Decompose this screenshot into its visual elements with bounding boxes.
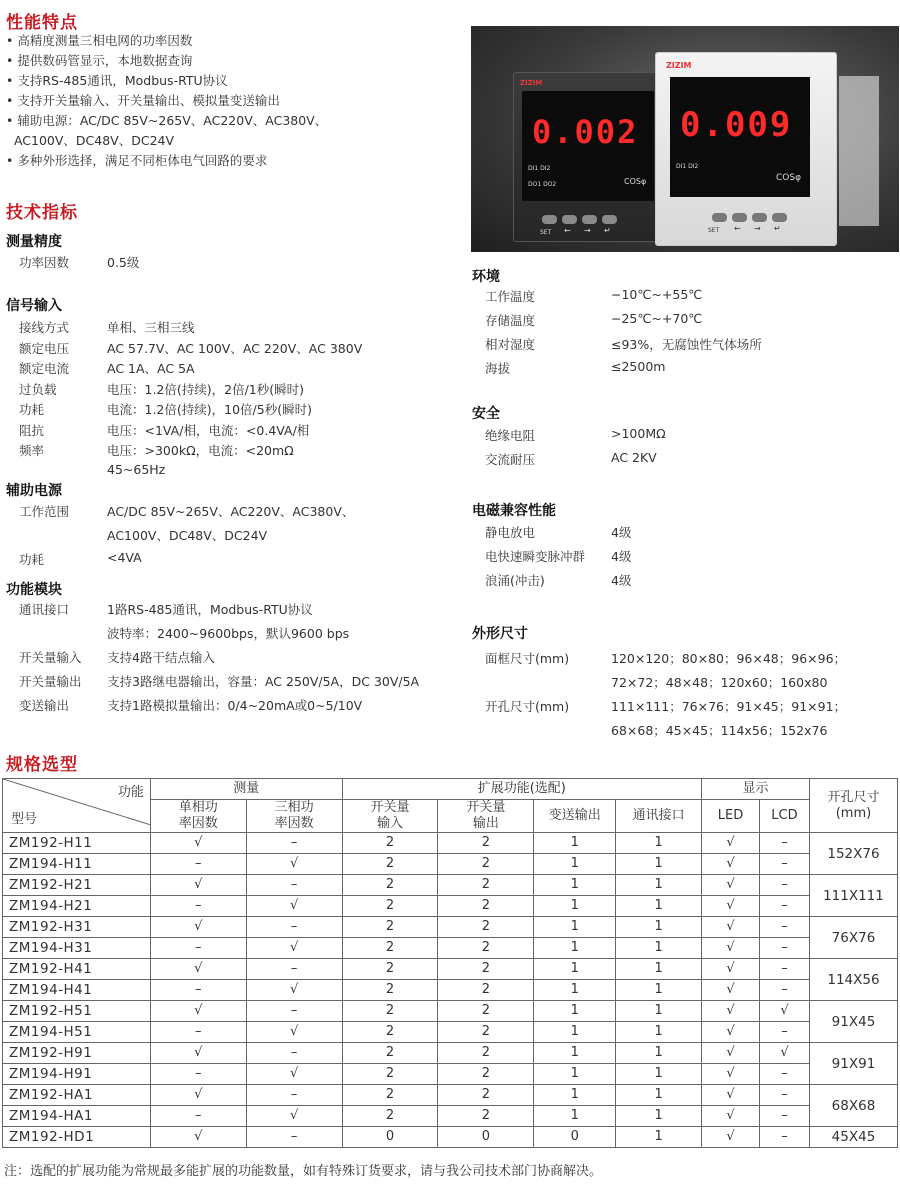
value-cell: – bbox=[150, 854, 246, 875]
table-row bbox=[3, 1043, 898, 1064]
table-row bbox=[3, 1106, 898, 1127]
value-cell: 2 bbox=[438, 1064, 534, 1085]
value-cell: 1 bbox=[534, 854, 616, 875]
value-cell: 1 bbox=[534, 1022, 616, 1043]
value-cell: 1 bbox=[534, 896, 616, 917]
value-cell: √ bbox=[702, 938, 760, 959]
value-cell: 1 bbox=[616, 917, 702, 938]
table-row bbox=[3, 1085, 898, 1106]
safety-title: 安全 bbox=[472, 406, 500, 422]
value-cell: 2 bbox=[342, 959, 438, 980]
value-cell: 0 bbox=[534, 1127, 616, 1148]
spec-value: −25℃~+70℃ bbox=[611, 311, 703, 326]
value-cell: – bbox=[246, 833, 342, 854]
meter-dark-reading: 0.002 bbox=[532, 113, 639, 151]
value-cell: √ bbox=[702, 1043, 760, 1064]
value-cell: √ bbox=[702, 875, 760, 896]
footnote: 注：选配的扩展功能为常规最多能扩展的功能数量，如有特殊订货要求，请与我公司技术部门协商解决。 bbox=[4, 1164, 603, 1179]
value-cell: – bbox=[760, 1064, 810, 1085]
spec-value: AC 1A、AC 5A bbox=[107, 361, 195, 376]
value-cell: √ bbox=[702, 1001, 760, 1022]
value-cell: – bbox=[760, 959, 810, 980]
value-cell: – bbox=[246, 917, 342, 938]
value-cell: 2 bbox=[438, 959, 534, 980]
value-cell: 1 bbox=[534, 917, 616, 938]
value-cell: – bbox=[150, 938, 246, 959]
value-cell: √ bbox=[702, 896, 760, 917]
spec-label: 通讯接口 bbox=[19, 602, 70, 617]
spec-label: 交流耐压 bbox=[485, 452, 536, 467]
table-row bbox=[3, 1127, 898, 1148]
feature-item: • 支持开关量输入、开关量输出、模拟量变送输出 bbox=[6, 93, 280, 108]
dims-cutout-line2: 68×68；45×45；114x56；152x76 bbox=[611, 723, 828, 738]
meter-dark-arrow-right: → bbox=[584, 226, 591, 235]
value-cell: 1 bbox=[616, 896, 702, 917]
spec-value: 单相、三相三线 bbox=[107, 320, 195, 335]
meter-dark-set: SET bbox=[540, 229, 552, 236]
spec-label: 频率 bbox=[19, 443, 45, 458]
spec-label: 工作温度 bbox=[485, 289, 536, 304]
spec-label: 开关量输入 bbox=[19, 650, 82, 665]
emc-title: 电磁兼容性能 bbox=[472, 503, 556, 519]
value-cell: 2 bbox=[342, 938, 438, 959]
model-cell: ZM192-H21 bbox=[3, 875, 151, 896]
header-lcd: LCD bbox=[760, 800, 810, 833]
value-cell: 1 bbox=[534, 980, 616, 1001]
value-cell: 2 bbox=[342, 980, 438, 1001]
spec-value: 支持3路继电器输出，容量：AC 250V/5A，DC 30V/5A bbox=[107, 674, 420, 689]
spec-value: 0.5级 bbox=[107, 255, 140, 270]
header-ext: 扩展功能(选配) bbox=[342, 779, 701, 800]
header-comm: 通讯接口 bbox=[616, 800, 702, 833]
spec-value: ≤2500m bbox=[611, 359, 666, 374]
value-cell: √ bbox=[150, 1127, 246, 1148]
meter-white-brand: ZIZIM bbox=[666, 61, 692, 70]
value-cell: √ bbox=[702, 1127, 760, 1148]
selection-table bbox=[2, 778, 898, 1148]
spec-label: 海拔 bbox=[485, 361, 511, 376]
env-title: 环境 bbox=[472, 269, 500, 285]
meter-white bbox=[655, 52, 837, 246]
value-cell: 2 bbox=[342, 1106, 438, 1127]
value-cell: √ bbox=[246, 896, 342, 917]
value-cell: 1 bbox=[616, 875, 702, 896]
spec-value: AC100V、DC48V、DC24V bbox=[107, 528, 268, 543]
cutout-cell: 76X76 bbox=[809, 917, 897, 959]
table-row bbox=[3, 1001, 898, 1022]
feature-item: • 提供数码管显示，本地数据查询 bbox=[6, 53, 193, 68]
spec-label: 开关量输出 bbox=[19, 674, 82, 689]
header-cutout: 开孔尺寸 (mm) bbox=[809, 779, 897, 833]
value-cell: – bbox=[760, 980, 810, 1001]
value-cell: √ bbox=[150, 875, 246, 896]
value-cell: 1 bbox=[616, 833, 702, 854]
meter-white-set: SET bbox=[708, 227, 720, 234]
meter-white-reading: 0.009 bbox=[680, 105, 793, 145]
selection-table-body bbox=[3, 833, 898, 1148]
value-cell: √ bbox=[246, 1064, 342, 1085]
spec-value: AC 2KV bbox=[611, 450, 657, 465]
value-cell: – bbox=[760, 1106, 810, 1127]
value-cell: 1 bbox=[534, 938, 616, 959]
header-model: 型号 bbox=[11, 812, 38, 827]
meter-white-enter: ↵ bbox=[774, 224, 781, 233]
value-cell: 1 bbox=[616, 1064, 702, 1085]
model-cell: ZM192-H11 bbox=[3, 833, 151, 854]
value-cell: 2 bbox=[438, 875, 534, 896]
spec-value: 支持1路模拟量输出：0/4~20mA或0~5/10V bbox=[107, 698, 363, 713]
cutout-cell: 91X91 bbox=[809, 1043, 897, 1085]
value-cell: √ bbox=[702, 1106, 760, 1127]
value-cell: 2 bbox=[342, 854, 438, 875]
model-cell: ZM194-H11 bbox=[3, 854, 151, 875]
header-di: 开关量 输入 bbox=[342, 800, 438, 833]
value-cell: 1 bbox=[534, 1064, 616, 1085]
model-cell: ZM194-H91 bbox=[3, 1064, 151, 1085]
feature-item: AC100V、DC48V、DC24V bbox=[6, 133, 175, 148]
table-row bbox=[3, 938, 898, 959]
spec-value: ≤93%，无腐蚀性气体场所 bbox=[611, 337, 762, 352]
spec-value: 波特率：2400~9600bps，默认9600 bps bbox=[107, 626, 350, 641]
value-cell: 2 bbox=[438, 1043, 534, 1064]
value-cell: – bbox=[150, 896, 246, 917]
spec-value: 支持4路干结点输入 bbox=[107, 650, 215, 665]
model-cell: ZM194-HA1 bbox=[3, 1106, 151, 1127]
value-cell: – bbox=[246, 1043, 342, 1064]
value-cell: – bbox=[760, 938, 810, 959]
feature-item: • 高精度测量三相电网的功率因数 bbox=[6, 33, 193, 48]
cutout-cell: 111X111 bbox=[809, 875, 897, 917]
feature-item: • 辅助电源：AC/DC 85V~265V、AC220V、AC380V、 bbox=[6, 113, 328, 128]
spec-label: 功耗 bbox=[19, 402, 45, 417]
table-row bbox=[3, 1064, 898, 1085]
value-cell: 2 bbox=[438, 1001, 534, 1022]
dims-cutout-line1: 111×111；76×76；91×45；91×91； bbox=[611, 699, 847, 714]
spec-label: 变送输出 bbox=[19, 698, 70, 713]
value-cell: √ bbox=[246, 854, 342, 875]
header-display: 显示 bbox=[702, 779, 810, 800]
spec-label: 接线方式 bbox=[19, 320, 70, 335]
value-cell: – bbox=[760, 833, 810, 854]
table-row bbox=[3, 1022, 898, 1043]
value-cell: – bbox=[150, 1022, 246, 1043]
value-cell: 1 bbox=[616, 1106, 702, 1127]
value-cell: 1 bbox=[616, 938, 702, 959]
modules-title: 功能模块 bbox=[6, 582, 62, 598]
table-row bbox=[3, 875, 898, 896]
model-cell: ZM194-H31 bbox=[3, 938, 151, 959]
value-cell: √ bbox=[246, 1106, 342, 1127]
value-cell: – bbox=[760, 1127, 810, 1148]
value-cell: 2 bbox=[342, 1022, 438, 1043]
value-cell: – bbox=[760, 854, 810, 875]
value-cell: 1 bbox=[616, 1043, 702, 1064]
header-three-pf: 三相功 率因数 bbox=[246, 800, 342, 833]
value-cell: – bbox=[150, 980, 246, 1001]
header-measure: 测量 bbox=[150, 779, 342, 800]
value-cell: √ bbox=[150, 959, 246, 980]
value-cell: 1 bbox=[616, 1022, 702, 1043]
spec-value: 电压：<1VA/相，电流：<0.4VA/相 bbox=[107, 422, 310, 438]
value-cell: 2 bbox=[438, 917, 534, 938]
value-cell: 0 bbox=[342, 1127, 438, 1148]
value-cell: 1 bbox=[534, 959, 616, 980]
features-list bbox=[6, 31, 327, 171]
dims-panel-line2: 72×72；48×48；120x60；160x80 bbox=[611, 675, 828, 690]
value-cell: √ bbox=[760, 1043, 810, 1064]
value-cell: 2 bbox=[438, 854, 534, 875]
model-cell: ZM192-H31 bbox=[3, 917, 151, 938]
feature-item: • 支持RS-485通讯，Modbus-RTU协议 bbox=[6, 73, 228, 88]
table-row bbox=[3, 980, 898, 1001]
value-cell: √ bbox=[702, 1064, 760, 1085]
spec-label: 存储温度 bbox=[485, 313, 536, 328]
value-cell: – bbox=[246, 1127, 342, 1148]
spec-label: 阻抗 bbox=[19, 422, 45, 438]
tech-title: 技术指标 bbox=[6, 203, 78, 223]
spec-value: −10℃~+55℃ bbox=[611, 287, 703, 302]
value-cell: 1 bbox=[616, 854, 702, 875]
model-cell: ZM194-H41 bbox=[3, 980, 151, 1001]
model-cell: ZM192-H41 bbox=[3, 959, 151, 980]
value-cell: √ bbox=[702, 1022, 760, 1043]
cutout-cell: 91X45 bbox=[809, 1001, 897, 1043]
meter-dark-do: DO1 DO2 bbox=[528, 181, 557, 188]
spec-value: AC 57.7V、AC 100V、AC 220V、AC 380V bbox=[107, 340, 363, 356]
spec-label: 浪涌(冲击) bbox=[485, 573, 545, 588]
model-cell: ZM192-HA1 bbox=[3, 1085, 151, 1106]
table-row bbox=[3, 833, 898, 854]
value-cell: – bbox=[150, 1106, 246, 1127]
dims-title: 外形尺寸 bbox=[472, 626, 528, 642]
dims-panel-label: 面框尺寸(mm) bbox=[485, 651, 570, 666]
spec-value: 电流：1.2倍(持续)，10倍/5秒(瞬时) bbox=[107, 402, 312, 417]
value-cell: – bbox=[760, 1085, 810, 1106]
spec-label: 额定电压 bbox=[19, 340, 70, 356]
table-row bbox=[3, 959, 898, 980]
selection-title: 规格选型 bbox=[6, 755, 78, 775]
value-cell: 0 bbox=[438, 1127, 534, 1148]
header-function: 功能 bbox=[117, 785, 144, 800]
value-cell: √ bbox=[702, 854, 760, 875]
spec-value: 4级 bbox=[611, 573, 632, 588]
value-cell: 1 bbox=[616, 959, 702, 980]
value-cell: √ bbox=[760, 1001, 810, 1022]
spec-label: 电快速瞬变脉冲群 bbox=[485, 549, 586, 564]
spec-label: 过负载 bbox=[19, 381, 57, 397]
value-cell: √ bbox=[150, 917, 246, 938]
value-cell: √ bbox=[702, 1085, 760, 1106]
value-cell: √ bbox=[150, 1085, 246, 1106]
spec-label: 功率因数 bbox=[19, 255, 70, 270]
spec-value: 1路RS-485通讯，Modbus-RTU协议 bbox=[107, 602, 313, 617]
cutout-cell: 152X76 bbox=[809, 833, 897, 875]
meter-white-arrow-left: ← bbox=[734, 224, 741, 233]
model-cell: ZM194-H21 bbox=[3, 896, 151, 917]
value-cell: 2 bbox=[438, 1106, 534, 1127]
value-cell: 1 bbox=[534, 875, 616, 896]
value-cell: √ bbox=[246, 1022, 342, 1043]
spec-value: 电压：1.2倍(持续)，2倍/1秒(瞬时) bbox=[107, 381, 305, 397]
meter-dark-cos: COSφ bbox=[624, 177, 647, 186]
dims-panel-line1: 120×120；80×80；96×48；96×96； bbox=[611, 651, 847, 666]
value-cell: √ bbox=[702, 917, 760, 938]
table-row bbox=[3, 917, 898, 938]
value-cell: √ bbox=[702, 959, 760, 980]
value-cell: 2 bbox=[342, 917, 438, 938]
header-led: LED bbox=[702, 800, 760, 833]
signal-title: 信号输入 bbox=[6, 298, 62, 314]
value-cell: 2 bbox=[438, 938, 534, 959]
meter-dark-di: DI1 DI2 bbox=[528, 165, 551, 172]
header-do: 开关量 输出 bbox=[438, 800, 534, 833]
aux-title: 辅助电源 bbox=[6, 483, 62, 499]
spec-label: 工作范围 bbox=[19, 504, 70, 519]
value-cell: – bbox=[246, 1085, 342, 1106]
spec-label: 相对湿度 bbox=[485, 337, 536, 352]
value-cell: – bbox=[760, 917, 810, 938]
value-cell: 1 bbox=[616, 1085, 702, 1106]
spec-value: 电压：>300kΩ，电流：<20mΩ bbox=[107, 443, 294, 458]
value-cell: – bbox=[246, 959, 342, 980]
spec-value: 45~65Hz bbox=[107, 461, 166, 477]
meter-dark-arrow-left: ← bbox=[564, 226, 571, 235]
dims-cutout-label: 开孔尺寸(mm) bbox=[485, 699, 570, 714]
value-cell: 2 bbox=[342, 896, 438, 917]
meter-dark bbox=[513, 72, 665, 242]
value-cell: 1 bbox=[534, 1085, 616, 1106]
value-cell: √ bbox=[150, 1001, 246, 1022]
spec-label: 功耗 bbox=[19, 552, 45, 567]
accuracy-title: 测量精度 bbox=[6, 234, 62, 250]
value-cell: √ bbox=[150, 1043, 246, 1064]
value-cell: – bbox=[246, 1001, 342, 1022]
value-cell: 2 bbox=[438, 980, 534, 1001]
value-cell: 2 bbox=[438, 833, 534, 854]
model-cell: ZM192-H91 bbox=[3, 1043, 151, 1064]
meter-white-cos: COSφ bbox=[776, 173, 802, 183]
product-photo bbox=[471, 26, 899, 252]
feature-item: • 多种外形选择，满足不同柜体电气回路的要求 bbox=[6, 153, 268, 168]
value-cell: √ bbox=[246, 980, 342, 1001]
header-ao: 变送输出 bbox=[534, 800, 616, 833]
value-cell: – bbox=[760, 875, 810, 896]
value-cell: – bbox=[246, 875, 342, 896]
value-cell: 1 bbox=[534, 833, 616, 854]
model-cell: ZM194-H51 bbox=[3, 1022, 151, 1043]
meter-dark-enter: ↵ bbox=[604, 226, 611, 235]
value-cell: 1 bbox=[534, 1043, 616, 1064]
header-diagonal-cell bbox=[3, 779, 151, 833]
cutout-cell: 68X68 bbox=[809, 1085, 897, 1127]
meter-white-arrow-right: → bbox=[754, 224, 761, 233]
value-cell: 2 bbox=[342, 833, 438, 854]
value-cell: √ bbox=[150, 833, 246, 854]
value-cell: 2 bbox=[438, 1085, 534, 1106]
model-cell: ZM192-HD1 bbox=[3, 1127, 151, 1148]
spec-label: 绝缘电阻 bbox=[485, 428, 536, 443]
header-single-pf: 单相功 率因数 bbox=[150, 800, 246, 833]
cutout-cell: 114X56 bbox=[809, 959, 897, 1001]
features-title: 性能特点 bbox=[6, 13, 78, 33]
value-cell: – bbox=[760, 896, 810, 917]
value-cell: 1 bbox=[534, 1106, 616, 1127]
value-cell: 2 bbox=[342, 1001, 438, 1022]
value-cell: 1 bbox=[534, 1001, 616, 1022]
table-row bbox=[3, 896, 898, 917]
value-cell: 2 bbox=[342, 1085, 438, 1106]
value-cell: 2 bbox=[342, 1043, 438, 1064]
value-cell: √ bbox=[702, 980, 760, 1001]
value-cell: 2 bbox=[342, 875, 438, 896]
spec-value: <4VA bbox=[107, 550, 142, 565]
spec-value: >100MΩ bbox=[611, 426, 666, 441]
meter-white-di: DI1 DI2 bbox=[676, 163, 699, 170]
value-cell: 1 bbox=[616, 1127, 702, 1148]
value-cell: 1 bbox=[616, 1001, 702, 1022]
value-cell: 2 bbox=[438, 1022, 534, 1043]
value-cell: – bbox=[150, 1064, 246, 1085]
value-cell: √ bbox=[702, 833, 760, 854]
model-cell: ZM192-H51 bbox=[3, 1001, 151, 1022]
value-cell: 1 bbox=[616, 980, 702, 1001]
spec-value: AC/DC 85V~265V、AC220V、AC380V、 bbox=[107, 504, 355, 519]
spec-label: 额定电流 bbox=[19, 361, 70, 376]
cutout-cell: 45X45 bbox=[809, 1127, 897, 1148]
spec-value: 4级 bbox=[611, 549, 632, 564]
meter-dark-brand: ZIZIM bbox=[520, 79, 543, 87]
table-row bbox=[3, 854, 898, 875]
value-cell: 2 bbox=[438, 896, 534, 917]
spec-label: 静电放电 bbox=[485, 525, 536, 540]
value-cell: √ bbox=[246, 938, 342, 959]
value-cell: – bbox=[760, 1022, 810, 1043]
value-cell: 2 bbox=[342, 1064, 438, 1085]
spec-value: 4级 bbox=[611, 525, 632, 540]
